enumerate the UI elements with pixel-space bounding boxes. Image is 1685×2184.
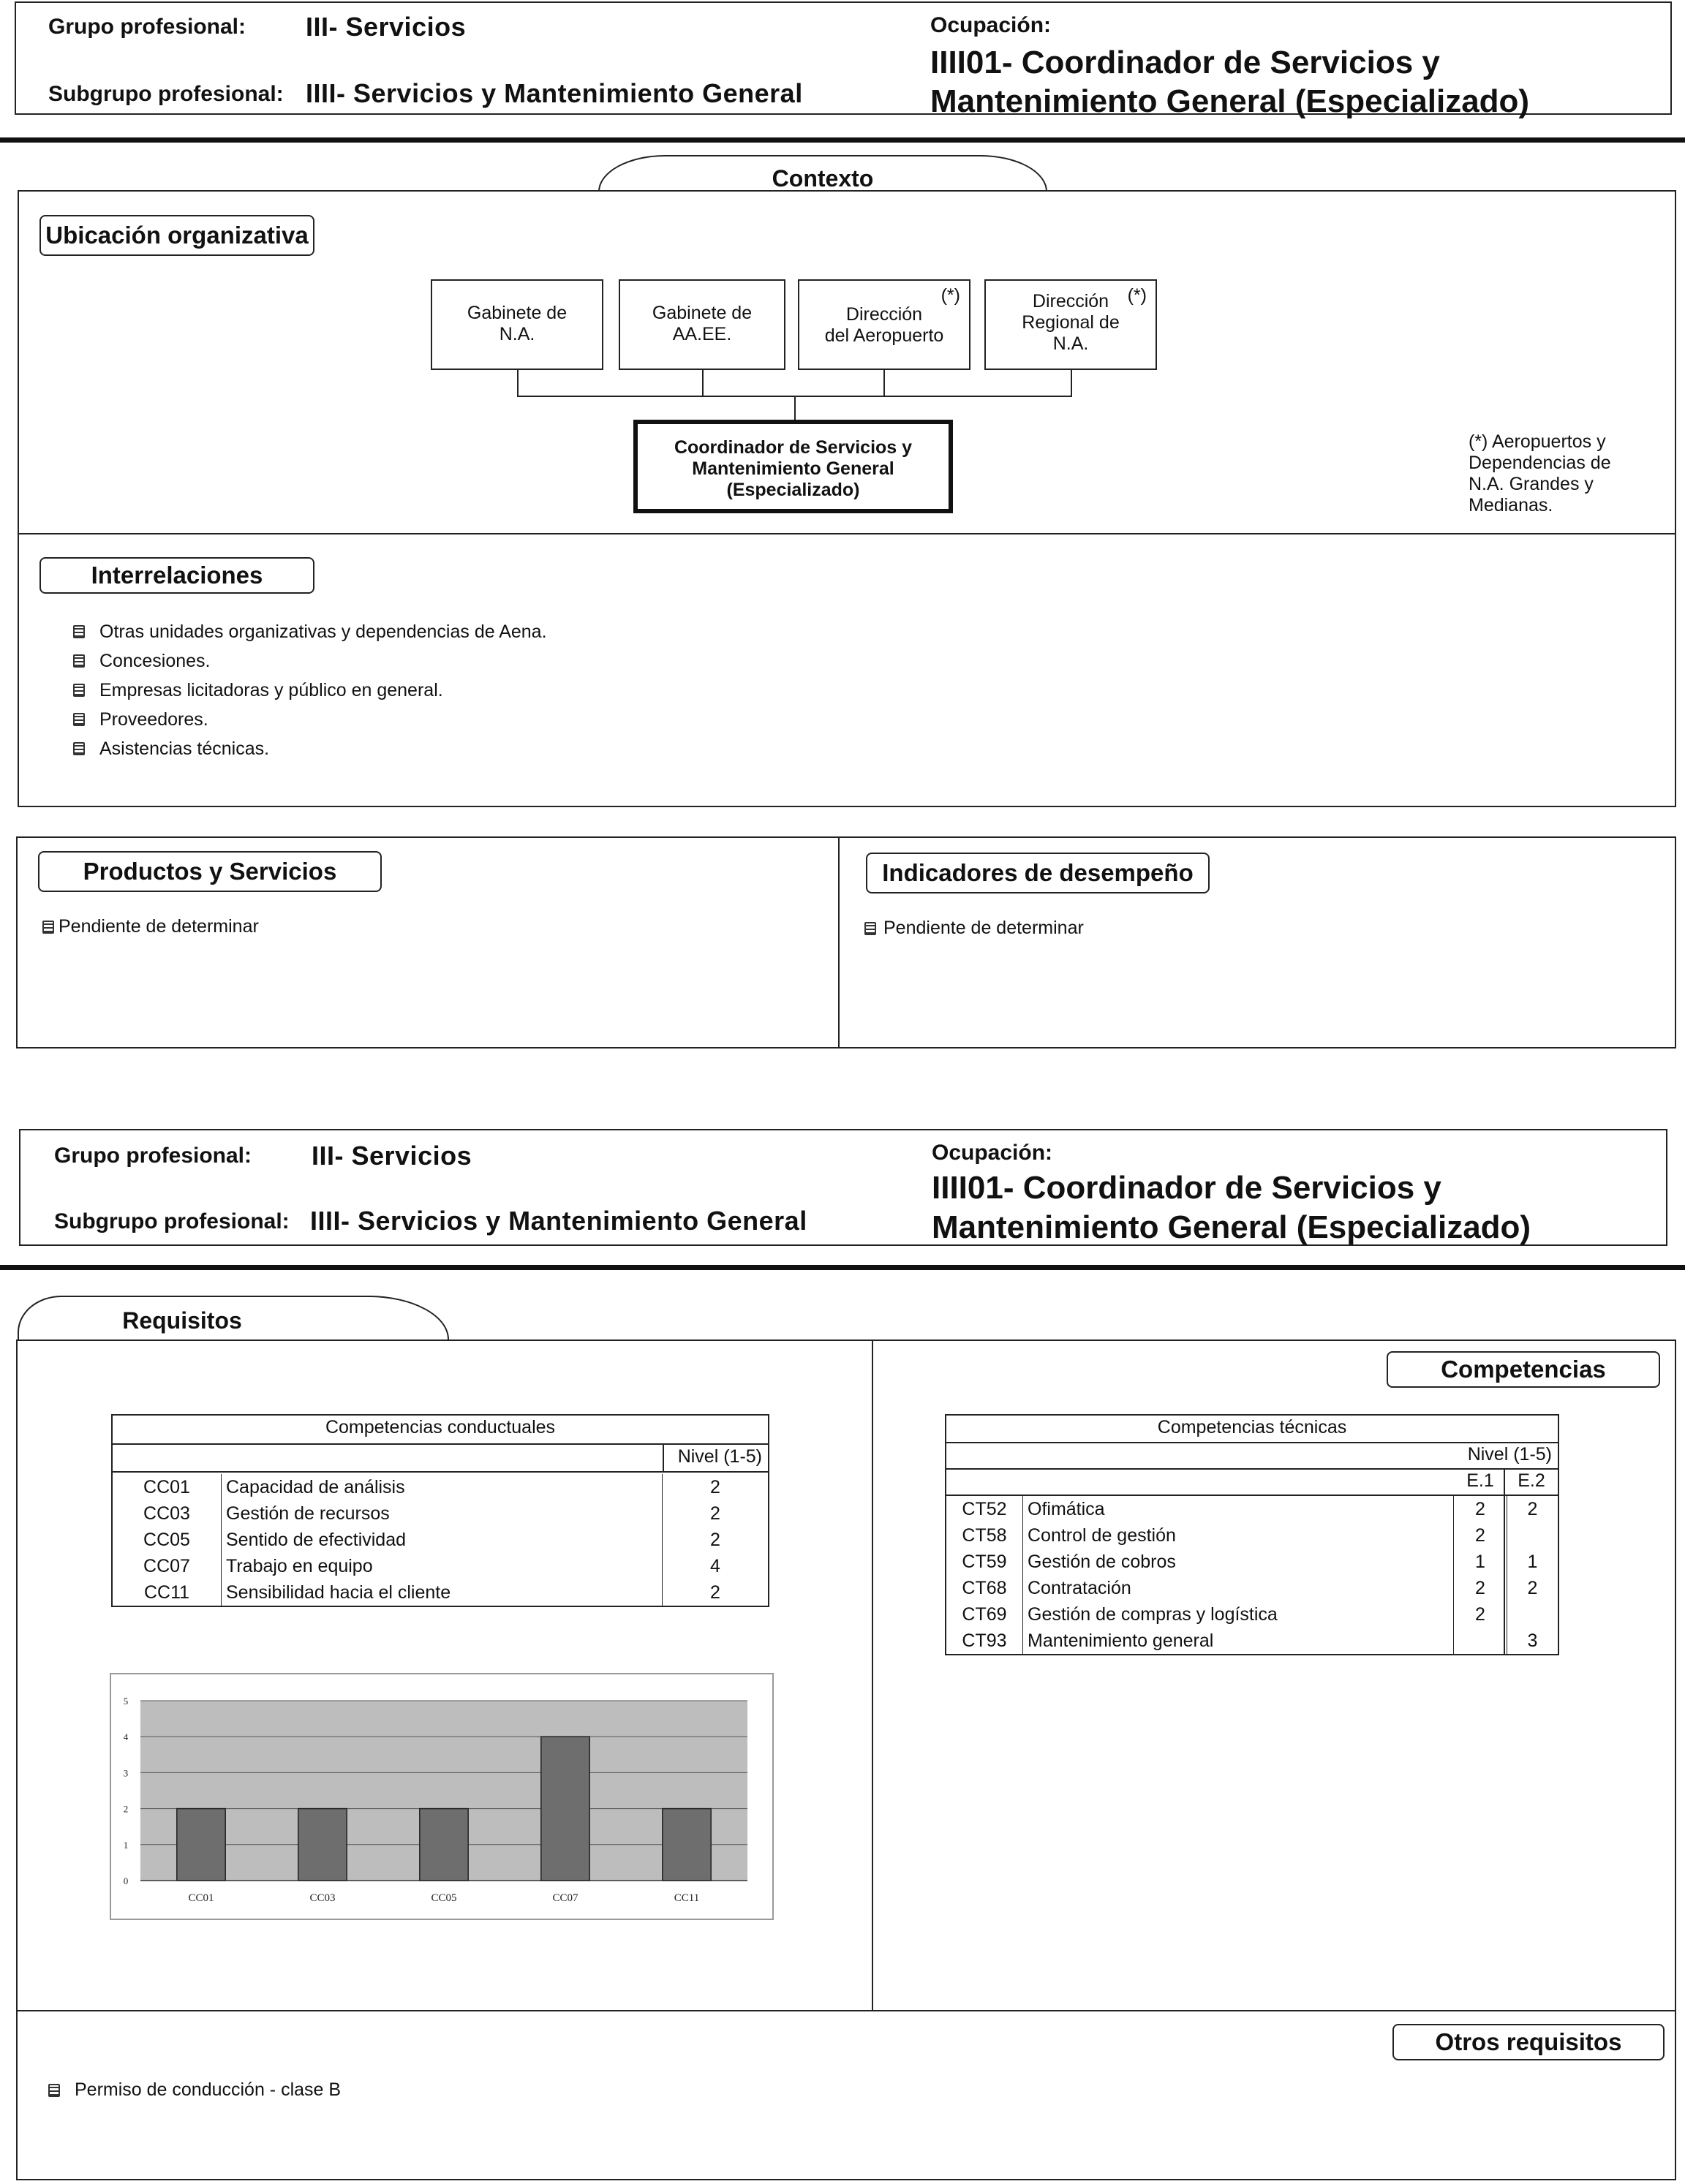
org-box-line: N.A. [499, 324, 535, 344]
requisitos-tab-label: Requisitos [122, 1307, 242, 1334]
tecnicas-table [945, 1414, 1559, 1655]
conductuales-table [111, 1414, 769, 1607]
y-tick-label: 4 [123, 1731, 129, 1743]
document-bullet-icon [73, 684, 85, 697]
table-row [113, 1553, 768, 1579]
name-cell: Gestión de compras y logística [1023, 1601, 1454, 1628]
competencias-label: Competencias [1387, 1351, 1660, 1388]
list-item [73, 646, 547, 676]
table-rule [663, 1443, 664, 1473]
tecnicas-nivel-header: Nivel (1-5) [1467, 1444, 1552, 1465]
list-item-text: Otras unidades organizativas y dependencias de Aena. [99, 621, 547, 642]
e2-cell [1507, 1601, 1558, 1628]
level-cell: 2 [663, 1527, 769, 1553]
subgrupo-value: IIII- Servicios y Mantenimiento General [306, 78, 803, 108]
connector [702, 370, 704, 396]
name-cell: Sensibilidad hacia el cliente [222, 1579, 663, 1606]
code-cell: CT68 [962, 1577, 1007, 1598]
x-tick-label: CC07 [552, 1892, 578, 1904]
conductuales-rows [113, 1474, 768, 1606]
table-row [946, 1601, 1558, 1628]
footnote-line: (*) Aeropuertos y [1469, 431, 1606, 452]
ocupacion-line2: Mantenimiento General (Especializado) [932, 1209, 1531, 1245]
e2-cell: 2 [1507, 1496, 1558, 1522]
table-row [113, 1527, 768, 1553]
name-cell: Gestión de recursos [222, 1500, 663, 1527]
org-box-gabinete-aaee [619, 279, 785, 370]
list-item-text: Proveedores. [99, 709, 208, 730]
name-cell: Mantenimiento general [1023, 1628, 1454, 1654]
document-bullet-icon [73, 713, 85, 726]
code-cell: CT59 [962, 1551, 1007, 1572]
x-tick-label: CC05 [431, 1892, 457, 1904]
productos-item [42, 916, 259, 937]
conductuales-title: Competencias conductuales [325, 1417, 556, 1437]
document-bullet-icon [73, 654, 85, 668]
name-cell: Trabajo en equipo [222, 1553, 663, 1579]
org-box-direccion-aeropuerto [798, 279, 970, 370]
table-row [946, 1575, 1558, 1601]
bar [420, 1809, 468, 1881]
interrelaciones-list [73, 617, 547, 763]
e1-cell: 2 [1454, 1575, 1507, 1601]
connector [883, 370, 885, 396]
level-cell: 2 [663, 1474, 769, 1500]
table-rule [113, 1471, 768, 1473]
name-cell: Ofimática [1023, 1496, 1454, 1522]
e2-cell: 3 [1507, 1628, 1558, 1654]
org-box-asterisk: (*) [1127, 285, 1147, 306]
table-row [946, 1628, 1558, 1654]
org-box-asterisk: (*) [940, 285, 960, 306]
grupo-label: Grupo profesional: [48, 15, 246, 39]
bar [177, 1809, 225, 1881]
list-item-text: Asistencias técnicas. [99, 738, 270, 759]
org-box-line: Gabinete de [467, 303, 568, 323]
code-cell: CC03 [143, 1503, 190, 1524]
org-box-line: Gabinete de [652, 303, 753, 323]
table-row [113, 1579, 768, 1606]
y-tick-label: 2 [123, 1803, 129, 1815]
org-box-gabinete-na [431, 279, 603, 370]
list-item [73, 705, 547, 734]
list-item [73, 676, 547, 705]
org-box-line: Coordinador de Servicios y [674, 437, 913, 458]
connector [794, 396, 796, 420]
code-cell: CT69 [962, 1603, 1007, 1625]
code-cell: CT58 [962, 1524, 1007, 1546]
x-tick-label: CC03 [309, 1892, 336, 1904]
requisitos-vertical-divider [872, 1340, 873, 2011]
ocupacion-label: Ocupación: [932, 1141, 1053, 1165]
org-box-line: AA.EE. [672, 324, 732, 344]
competencias-chart-frame [110, 1673, 774, 1920]
ocupacion-line2: Mantenimiento General (Especializado) [930, 83, 1530, 119]
header-box-2 [19, 1129, 1667, 1246]
grupo-value: III- Servicios [306, 12, 467, 42]
list-item [73, 734, 547, 763]
contexto-tab-label: Contexto [772, 165, 874, 192]
indicadores-item [864, 918, 1084, 939]
subgrupo-label: Subgrupo profesional: [54, 1209, 290, 1233]
indicadores-item-text: Pendiente de determinar [883, 918, 1084, 938]
grupo-label: Grupo profesional: [54, 1144, 252, 1168]
footnote-line: Medianas. [1469, 495, 1553, 515]
e2-cell: 2 [1507, 1575, 1558, 1601]
document-bullet-icon [73, 625, 85, 638]
e1-cell [1454, 1628, 1507, 1654]
competencias-bar-chart [111, 1674, 772, 1919]
name-cell: Sentido de efectividad [222, 1527, 663, 1553]
header-rule-1 [0, 137, 1685, 143]
e2-cell [1507, 1522, 1558, 1549]
footnote-line: Dependencias de [1469, 453, 1611, 473]
org-box-line: Mantenimiento General [692, 458, 894, 479]
ubicacion-label: Ubicación organizativa [39, 215, 314, 256]
header-box-1 [15, 1, 1672, 119]
footnote [1469, 431, 1611, 516]
connector [517, 370, 519, 396]
tecnicas-title: Competencias técnicas [1157, 1417, 1347, 1437]
org-box-direccion-regional [984, 279, 1157, 370]
y-tick-label: 1 [123, 1839, 129, 1851]
footnote-line: N.A. Grandes y [1469, 474, 1594, 494]
org-box-line: (Especializado) [726, 480, 860, 500]
code-cell: CC05 [143, 1529, 190, 1550]
tecnicas-rows [946, 1496, 1558, 1654]
level-cell: 4 [663, 1553, 769, 1579]
name-cell: Gestión de cobros [1023, 1549, 1454, 1575]
x-tick-label: CC01 [188, 1892, 214, 1904]
subgrupo-label: Subgrupo profesional: [48, 82, 284, 106]
table-rule [113, 1443, 768, 1445]
document-bullet-icon [48, 2084, 60, 2097]
code-cell: CC07 [143, 1555, 190, 1576]
bar [541, 1737, 589, 1881]
ocupacion-line1: IIII01- Coordinador de Servicios y [930, 45, 1440, 80]
org-box-main-position [633, 420, 953, 513]
org-box-line: Dirección [845, 304, 923, 325]
e1-cell: 2 [1454, 1496, 1507, 1522]
otros-requisitos-item [48, 2079, 341, 2101]
list-item-text: Empresas licitadoras y público en general. [99, 679, 443, 700]
y-tick-label: 5 [123, 1696, 129, 1707]
contexto-tab [598, 155, 1047, 192]
table-row [946, 1522, 1558, 1549]
y-tick-label: 0 [123, 1875, 129, 1886]
connector [1071, 370, 1072, 396]
name-cell: Contratación [1023, 1575, 1454, 1601]
subgrupo-value: IIII- Servicios y Mantenimiento General [310, 1206, 807, 1236]
code-cell: CT52 [962, 1498, 1007, 1519]
level-cell: 2 [663, 1579, 769, 1606]
otros-requisitos-label: Otros requisitos [1392, 2024, 1665, 2060]
bar [298, 1809, 347, 1881]
org-box-line: Dirección [1032, 291, 1109, 311]
requisitos-horizontal-divider [16, 2010, 1676, 2011]
interrelaciones-label: Interrelaciones [39, 557, 314, 594]
ocupacion-label: Ocupación: [930, 13, 1052, 37]
name-cell: Control de gestión [1023, 1522, 1454, 1549]
contexto-divider [18, 533, 1676, 534]
table-rule [946, 1468, 1558, 1470]
table-row [946, 1496, 1558, 1522]
e1-header: E.1 [1466, 1470, 1494, 1491]
conductuales-nivel-header: Nivel (1-5) [677, 1446, 762, 1467]
document-bullet-icon [42, 921, 54, 934]
requisitos-tab [18, 1296, 449, 1341]
table-row [113, 1474, 768, 1500]
org-box-line: N.A. [1052, 333, 1089, 354]
name-cell: Capacidad de análisis [222, 1474, 663, 1500]
bar [663, 1809, 711, 1881]
productos-label: Productos y Servicios [38, 851, 382, 892]
list-item-text: Concesiones. [99, 650, 211, 671]
e2-cell: 1 [1507, 1549, 1558, 1575]
table-row [113, 1500, 768, 1527]
code-cell: CT93 [962, 1630, 1007, 1651]
code-cell: CC11 [143, 1582, 190, 1603]
panel-divider [838, 836, 840, 1048]
x-tick-label: CC11 [674, 1892, 700, 1904]
document-bullet-icon [73, 742, 85, 755]
code-cell: CC01 [143, 1476, 190, 1497]
org-box-line: Regional de [1022, 312, 1120, 333]
ocupacion-line1: IIII01- Coordinador de Servicios y [932, 1170, 1441, 1206]
list-item [73, 617, 547, 646]
level-cell: 2 [663, 1500, 769, 1527]
e1-cell: 2 [1454, 1522, 1507, 1549]
y-tick-label: 3 [123, 1767, 129, 1779]
org-box-line: del Aeropuerto [824, 325, 944, 346]
header-rule-2 [0, 1265, 1685, 1270]
productos-item-text: Pendiente de determinar [59, 916, 259, 937]
table-row [946, 1549, 1558, 1575]
otros-requisitos-text: Permiso de conducción - clase B [75, 2079, 342, 2100]
document-bullet-icon [864, 922, 876, 935]
indicadores-label: Indicadores de desempeño [866, 853, 1210, 893]
e2-header: E.2 [1518, 1470, 1545, 1491]
grupo-value: III- Servicios [312, 1141, 472, 1171]
e1-cell: 1 [1454, 1549, 1507, 1575]
e1-cell: 2 [1454, 1601, 1507, 1628]
table-rule [946, 1442, 1558, 1443]
